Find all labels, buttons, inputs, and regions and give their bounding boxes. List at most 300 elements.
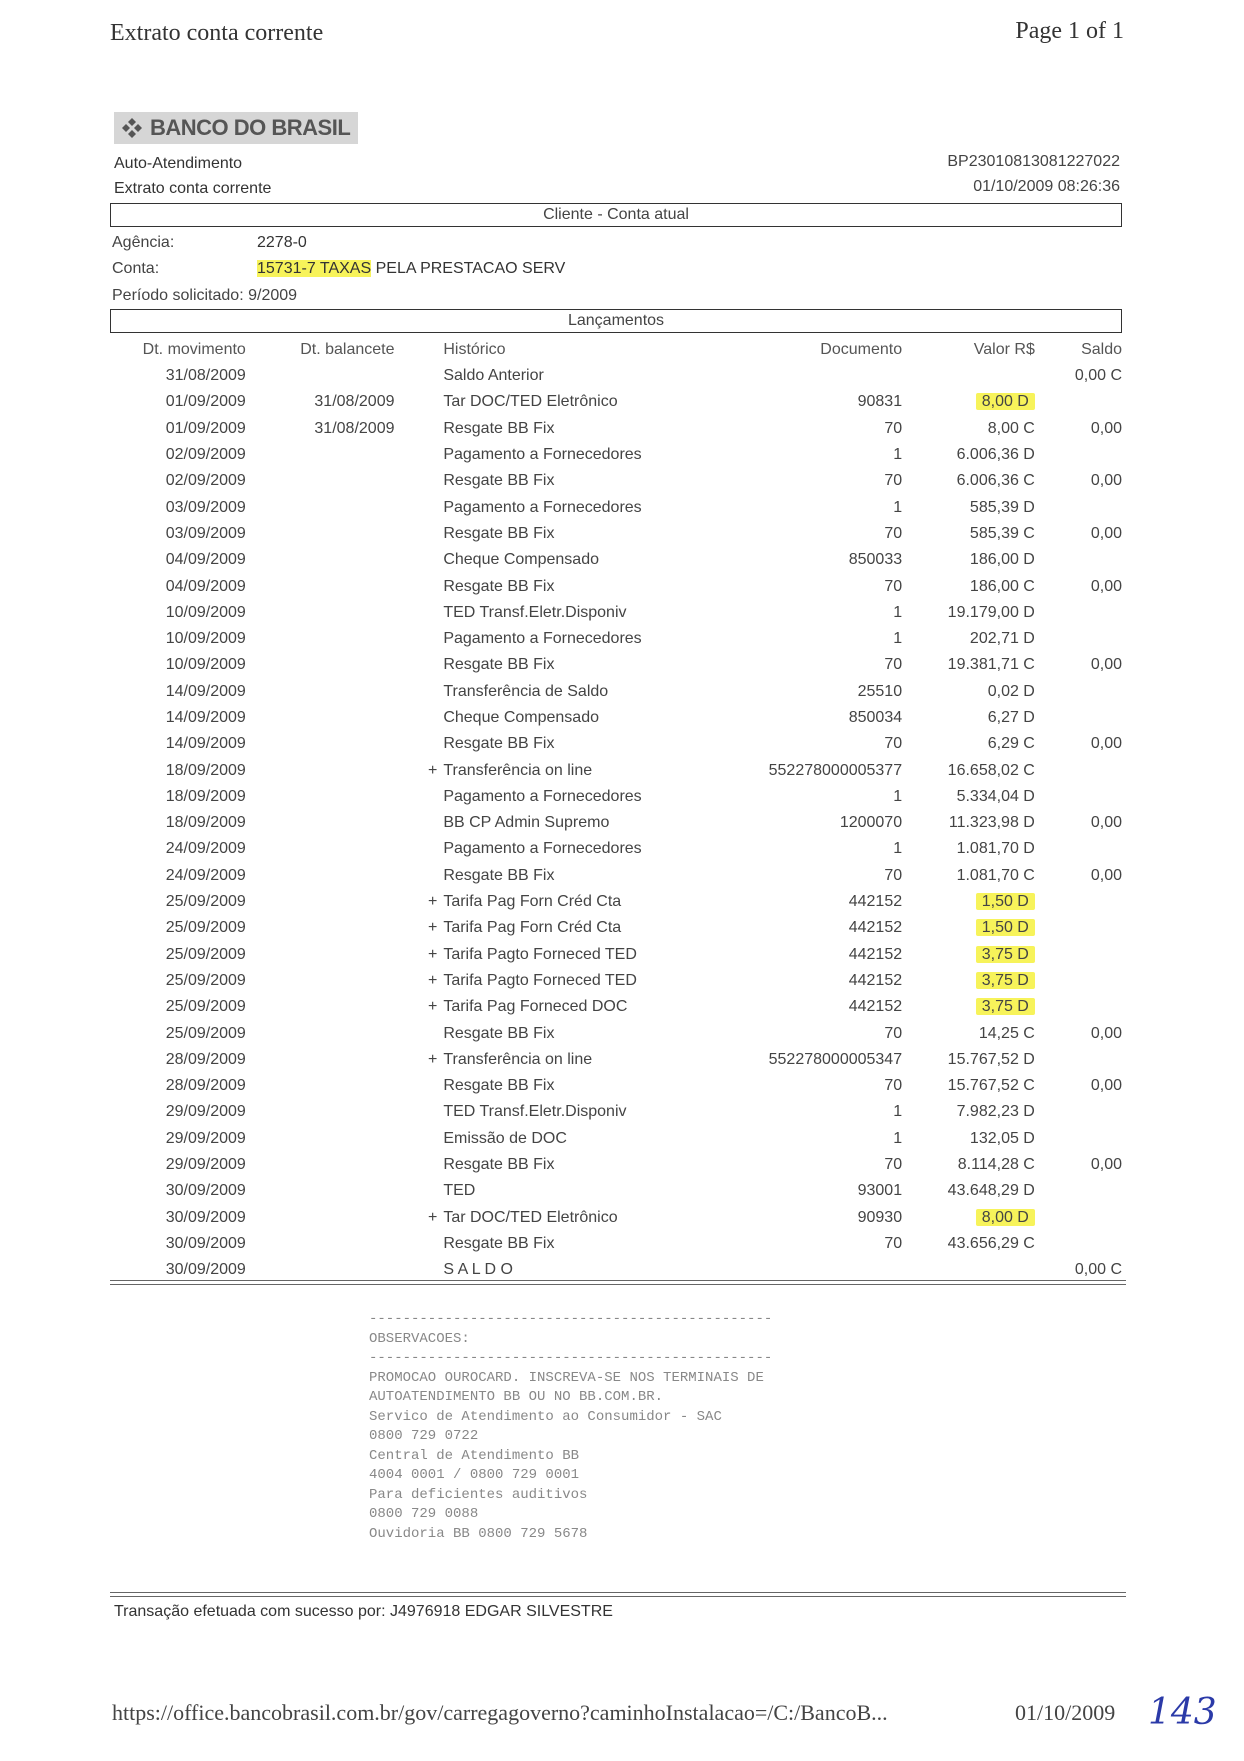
cell-historico: Resgate BB Fix <box>443 472 555 490</box>
cell-dt-balancete <box>246 889 395 915</box>
obs-separator-top: ------------------------------------------------ <box>369 1311 773 1327</box>
ledger-row <box>112 731 1122 757</box>
cell-valor: 6,27 D <box>987 709 1035 726</box>
cell-documento: 90831 <box>857 393 903 411</box>
cell-documento: 1 <box>893 603 903 621</box>
obs-line: 4004 0001 / 0800 729 0001 <box>369 1467 580 1483</box>
highlighted-value: 3,75 D <box>976 972 1035 989</box>
ledger-row <box>112 363 1122 389</box>
cell-documento: 90930 <box>857 1208 903 1226</box>
cell-documento <box>698 363 902 389</box>
cell-historico: Tarifa Pagto Forneced TED <box>443 971 637 989</box>
obs-line: 0800 729 0088 <box>369 1506 479 1522</box>
cell-historico: Resgate BB Fix <box>443 735 555 753</box>
cell-historico: Pagamento a Fornecedores <box>443 840 642 858</box>
cell-dt-balancete <box>246 521 395 547</box>
cell-dt-movimento: 25/09/2009 <box>165 893 246 911</box>
highlighted-value: 3,75 D <box>976 998 1035 1015</box>
ledger-row <box>112 942 1122 968</box>
cell-dt-movimento: 01/09/2009 <box>165 419 246 437</box>
cell-valor: 11.323,98 D <box>948 814 1035 832</box>
cell-dt-movimento: 14/09/2009 <box>165 735 246 753</box>
highlighted-value: 3,75 D <box>976 946 1035 963</box>
cell-valor: 8,00 C <box>987 419 1035 437</box>
cell-historico: Cheque Compensado <box>443 709 599 726</box>
cell-mark: + <box>427 945 438 963</box>
cell-historico: Resgate BB Fix <box>443 866 555 884</box>
cell-mark <box>394 1073 443 1099</box>
cell-historico: Resgate BB Fix <box>443 577 555 595</box>
cell-mark: + <box>427 1208 438 1226</box>
cell-dt-balancete <box>246 1047 395 1073</box>
cell-saldo <box>1035 442 1122 468</box>
cell-mark <box>394 652 443 678</box>
cell-saldo <box>1035 679 1122 705</box>
ledger-row <box>112 994 1122 1020</box>
cell-mark <box>394 1126 443 1152</box>
cell-saldo <box>1035 1099 1122 1125</box>
cell-historico: TED <box>443 1182 476 1200</box>
cell-historico: Pagamento a Fornecedores <box>443 630 642 648</box>
cell-historico: Resgate BB Fix <box>443 1156 555 1174</box>
ledger-table <box>112 337 1122 1283</box>
obs-line: Servico de Atendimento ao Consumidor - SAC <box>369 1408 722 1425</box>
cell-dt-balancete <box>246 1231 395 1257</box>
cell-dt-balancete <box>246 363 395 389</box>
col-documento: Documento <box>820 341 903 358</box>
cell-documento: 70 <box>884 866 903 884</box>
cell-dt-movimento: 14/09/2009 <box>165 709 246 726</box>
cell-saldo: 0,00 <box>1090 735 1122 753</box>
cell-dt-movimento: 30/09/2009 <box>165 1261 246 1279</box>
cell-mark <box>394 836 443 862</box>
cell-mark: + <box>427 893 438 911</box>
cell-documento: 1 <box>893 1129 903 1147</box>
cell-dt-balancete <box>246 1073 395 1099</box>
cell-documento: 70 <box>884 735 903 753</box>
ledger-row <box>112 521 1122 547</box>
cell-dt-movimento: 28/09/2009 <box>165 1050 246 1068</box>
cell-dt-movimento: 29/09/2009 <box>165 1103 246 1121</box>
observacoes-block <box>369 1310 772 1544</box>
cell-valor: 15.767,52 C <box>947 1077 1035 1095</box>
cell-mark: + <box>427 919 438 937</box>
cell-valor: 15.767,52 D <box>947 1050 1035 1068</box>
cell-dt-balancete <box>246 915 395 941</box>
ledger-row <box>112 547 1122 573</box>
cell-saldo: 0,00 <box>1090 472 1122 490</box>
page-title: Extrato conta corrente <box>110 20 324 46</box>
cell-mark: + <box>427 761 438 779</box>
highlighted-value: 1,50 D <box>976 893 1035 910</box>
cell-dt-movimento: 18/09/2009 <box>165 787 246 805</box>
ledger-row <box>112 1152 1122 1178</box>
cell-dt-movimento: 18/09/2009 <box>165 761 246 779</box>
cell-historico: BB CP Admin Supremo <box>443 814 610 832</box>
cell-documento: 25510 <box>857 682 903 700</box>
cell-valor: 14,25 C <box>978 1024 1035 1042</box>
cell-dt-balancete: 31/08/2009 <box>314 419 395 437</box>
service-name: Auto-Atendimento <box>114 155 243 172</box>
ledger-section-title: Lançamentos <box>110 309 1122 333</box>
cell-documento: 1 <box>893 1103 903 1121</box>
cell-dt-movimento: 28/09/2009 <box>165 1077 246 1095</box>
ledger-row <box>112 1047 1122 1073</box>
cell-documento: 70 <box>884 419 903 437</box>
cell-valor: 0,02 D <box>987 682 1035 700</box>
cell-saldo: 0,00 <box>1090 814 1122 832</box>
cell-documento: 442152 <box>848 893 903 911</box>
cell-historico: Resgate BB Fix <box>443 656 555 674</box>
cell-valor: 1.081,70 C <box>956 866 1035 884</box>
cell-historico: Transferência on line <box>443 1050 593 1068</box>
cell-historico: Tarifa Pag Forneced DOC <box>443 998 628 1016</box>
cell-valor: 5.334,04 D <box>956 787 1035 805</box>
ledger-row <box>112 416 1122 442</box>
cell-valor: 43.656,29 C <box>947 1234 1035 1252</box>
cell-documento: 850034 <box>848 709 903 726</box>
cell-saldo <box>1035 626 1122 652</box>
cell-dt-movimento: 31/08/2009 <box>165 367 246 385</box>
cell-mark <box>394 679 443 705</box>
cell-saldo <box>1035 1047 1122 1073</box>
ledger-row <box>112 705 1122 731</box>
cell-mark <box>394 416 443 442</box>
cell-saldo: 0,00 <box>1090 524 1122 542</box>
cell-valor: 19.381,71 C <box>947 656 1035 674</box>
cell-mark <box>394 363 443 389</box>
ledger-row <box>112 1178 1122 1204</box>
cell-documento: 552278000005347 <box>768 1050 903 1068</box>
cell-historico: Emissão de DOC <box>443 1129 567 1147</box>
cell-documento: 93001 <box>857 1182 903 1200</box>
cell-saldo <box>1035 889 1122 915</box>
bank-name: BANCO DO BRASIL <box>150 115 351 140</box>
cell-mark <box>394 1178 443 1204</box>
cell-dt-movimento: 25/09/2009 <box>165 945 246 963</box>
ledger-row <box>112 836 1122 862</box>
cell-saldo <box>1035 1126 1122 1152</box>
cell-valor: 16.658,02 C <box>947 761 1035 779</box>
footer-rule <box>110 1592 1126 1593</box>
cell-dt-movimento: 29/09/2009 <box>165 1129 246 1147</box>
cell-documento: 70 <box>884 656 903 674</box>
ledger-row <box>112 968 1122 994</box>
cell-dt-movimento: 30/09/2009 <box>165 1234 246 1252</box>
cell-documento: 850033 <box>848 551 903 569</box>
cell-saldo <box>1035 600 1122 626</box>
cell-historico: Pagamento a Fornecedores <box>443 446 642 464</box>
cell-historico: Tarifa Pag Forn Créd Cta <box>443 893 622 911</box>
obs-line: 0800 729 0722 <box>369 1428 479 1444</box>
cell-mark: + <box>427 971 438 989</box>
cell-saldo: 0,00 <box>1090 1156 1122 1174</box>
cell-mark <box>394 468 443 494</box>
conta-label: Conta: <box>112 260 160 277</box>
cell-dt-movimento: 29/09/2009 <box>165 1156 246 1174</box>
cell-valor: 585,39 D <box>969 498 1035 516</box>
cell-valor <box>902 389 1035 415</box>
col-mark <box>394 337 443 363</box>
cell-documento: 1 <box>893 446 903 464</box>
cell-dt-balancete <box>246 705 395 731</box>
ledger-row <box>112 494 1122 520</box>
cell-historico: Resgate BB Fix <box>443 1024 555 1042</box>
cell-mark <box>394 1099 443 1125</box>
cell-dt-balancete <box>246 468 395 494</box>
cell-dt-movimento: 25/09/2009 <box>165 971 246 989</box>
cell-mark <box>394 1152 443 1178</box>
cell-valor: 7.982,23 D <box>956 1103 1035 1121</box>
obs-line: AUTOATENDIMENTO BB OU NO BB.COM.BR. <box>369 1389 664 1405</box>
cell-mark <box>394 573 443 599</box>
cell-dt-movimento: 30/09/2009 <box>165 1182 246 1200</box>
cell-saldo <box>1035 494 1122 520</box>
cell-saldo <box>1035 1205 1122 1231</box>
ledger-row <box>112 1073 1122 1099</box>
cell-valor: 6,29 C <box>987 735 1035 753</box>
cell-documento: 552278000005377 <box>768 761 903 779</box>
cell-valor: 132,05 D <box>969 1129 1035 1147</box>
cell-historico: Pagamento a Fornecedores <box>443 787 642 805</box>
cell-dt-balancete <box>246 626 395 652</box>
cell-saldo: 0,00 <box>1090 1077 1122 1095</box>
cell-valor: 6.006,36 D <box>956 446 1035 464</box>
agencia-value: 2278-0 <box>257 234 307 251</box>
cell-dt-movimento: 14/09/2009 <box>165 682 246 700</box>
cell-dt-movimento: 10/09/2009 <box>165 630 246 648</box>
cell-dt-balancete <box>246 994 395 1020</box>
ledger-row <box>112 889 1122 915</box>
conta-name: PELA PRESTACAO SERV <box>371 260 566 277</box>
cell-historico: Resgate BB Fix <box>443 1234 555 1252</box>
ledger-row <box>112 915 1122 941</box>
cell-mark <box>394 600 443 626</box>
cell-dt-balancete <box>246 836 395 862</box>
page-number: Page 1 of 1 <box>1015 18 1124 44</box>
cell-mark <box>394 1231 443 1257</box>
ledger-row <box>112 1099 1122 1125</box>
cell-dt-balancete <box>246 942 395 968</box>
cell-historico: S A L D O <box>443 1261 513 1279</box>
cell-documento: 1 <box>893 498 903 516</box>
ledger-row <box>112 626 1122 652</box>
obs-line: Ouvidoria BB 0800 729 5678 <box>369 1525 588 1542</box>
cell-dt-balancete <box>246 1099 395 1125</box>
cell-historico: Tarifa Pagto Forneced TED <box>443 945 637 963</box>
cell-valor: 19.179,00 D <box>947 603 1035 621</box>
cell-dt-balancete <box>246 784 395 810</box>
bank-logo <box>114 112 358 144</box>
ledger-row <box>112 757 1122 783</box>
cell-valor: 202,71 D <box>969 630 1035 648</box>
cell-dt-balancete <box>246 573 395 599</box>
cell-documento: 70 <box>884 577 903 595</box>
cell-mark <box>394 863 443 889</box>
cell-saldo <box>1035 968 1122 994</box>
cell-saldo <box>1035 389 1122 415</box>
cell-dt-movimento: 04/09/2009 <box>165 551 246 569</box>
cell-documento: 1200070 <box>839 814 903 832</box>
cell-valor: 6.006,36 C <box>956 472 1035 490</box>
cell-historico: Tar DOC/TED Eletrônico <box>443 1208 618 1226</box>
cell-dt-balancete <box>246 757 395 783</box>
periodo-value: 9/2009 <box>248 287 298 304</box>
cell-valor: 8.114,28 C <box>957 1156 1035 1174</box>
cell-valor <box>902 968 1035 994</box>
cell-historico: Tarifa Pag Forn Créd Cta <box>443 919 622 937</box>
ledger-row <box>112 810 1122 836</box>
cell-saldo <box>1035 942 1122 968</box>
highlighted-value: 8,00 D <box>976 393 1035 410</box>
ledger-row <box>112 1205 1122 1231</box>
cell-valor <box>902 1205 1035 1231</box>
obs-line: PROMOCAO OUROCARD. INSCREVA-SE NOS TERMINAIS DE <box>369 1369 764 1386</box>
cell-dt-movimento: 04/09/2009 <box>165 577 246 595</box>
cell-mark <box>394 547 443 573</box>
cell-dt-movimento: 25/09/2009 <box>165 919 246 937</box>
cell-dt-balancete <box>246 652 395 678</box>
cell-mark <box>394 1020 443 1046</box>
ledger-row <box>112 468 1122 494</box>
col-dt-movimento: Dt. movimento <box>142 341 246 358</box>
cell-historico: TED Transf.Eletr.Disponiv <box>443 1103 627 1121</box>
cell-dt-movimento: 25/09/2009 <box>165 998 246 1016</box>
cell-saldo <box>1035 757 1122 783</box>
document-type: Extrato conta corrente <box>114 180 272 197</box>
cell-historico: Cheque Compensado <box>443 551 599 569</box>
cell-historico: Resgate BB Fix <box>443 524 555 542</box>
cell-valor: 186,00 D <box>969 551 1035 569</box>
cell-mark: + <box>427 998 438 1016</box>
cell-documento: 442152 <box>848 945 903 963</box>
timestamp: 01/10/2009 08:26:36 <box>973 178 1120 195</box>
cell-valor: 585,39 C <box>969 524 1035 542</box>
cell-historico: Pagamento a Fornecedores <box>443 498 642 516</box>
cell-valor <box>902 363 1035 389</box>
cell-dt-balancete <box>246 679 395 705</box>
cell-dt-balancete <box>246 1205 395 1231</box>
cell-saldo <box>1035 705 1122 731</box>
cell-saldo: 0,00 <box>1090 577 1122 595</box>
cell-saldo <box>1035 784 1122 810</box>
cell-documento: 442152 <box>848 971 903 989</box>
ledger-row <box>112 784 1122 810</box>
cell-mark <box>394 810 443 836</box>
obs-line: Para deficientes auditivos <box>369 1486 588 1503</box>
banco-do-brasil-logo-icon <box>120 116 144 140</box>
cell-dt-balancete <box>246 1126 395 1152</box>
ledger-row <box>112 1020 1122 1046</box>
cell-valor <box>902 942 1035 968</box>
cell-valor <box>902 994 1035 1020</box>
cell-dt-balancete <box>246 1178 395 1204</box>
cell-dt-balancete <box>246 600 395 626</box>
obs-line: Central de Atendimento BB <box>369 1447 580 1464</box>
cell-documento: 70 <box>884 472 903 490</box>
footer-rule-2 <box>110 1596 1126 1597</box>
obs-lines <box>369 1369 772 1545</box>
cell-historico: Saldo Anterior <box>443 367 544 385</box>
cell-saldo: 0,00 C <box>1074 1261 1122 1279</box>
highlighted-value: 8,00 D <box>976 1209 1035 1226</box>
cell-mark <box>394 494 443 520</box>
col-dt-balancete: Dt. balancete <box>300 341 395 358</box>
cell-dt-movimento: 10/09/2009 <box>165 656 246 674</box>
cell-documento: 1 <box>893 840 903 858</box>
ledger-header-row <box>112 337 1122 363</box>
cell-saldo: 0,00 <box>1090 656 1122 674</box>
cell-dt-movimento: 02/09/2009 <box>165 472 246 490</box>
cell-dt-movimento: 10/09/2009 <box>165 603 246 621</box>
cell-dt-movimento: 03/09/2009 <box>165 498 246 516</box>
ledger-row <box>112 679 1122 705</box>
cell-dt-movimento: 03/09/2009 <box>165 524 246 542</box>
cell-dt-balancete <box>246 494 395 520</box>
conta-number-highlight: 15731-7 TAXAS <box>257 260 372 277</box>
cell-saldo: 0,00 <box>1090 866 1122 884</box>
col-saldo: Saldo <box>1081 341 1122 358</box>
cell-historico: Tar DOC/TED Eletrônico <box>443 393 618 411</box>
periodo-label: Período solicitado: 9/2009 <box>112 287 298 304</box>
cell-documento: 1 <box>893 630 903 648</box>
cell-historico: Transferência de Saldo <box>443 682 609 700</box>
cell-mark <box>394 626 443 652</box>
col-valor: Valor R$ <box>973 341 1035 358</box>
cell-dt-movimento: 01/09/2009 <box>165 393 246 411</box>
transaction-confirmation: Transação efetuada com sucesso por: J4976918 EDGAR SILVESTRE <box>114 1603 613 1620</box>
cell-dt-balancete <box>246 1020 395 1046</box>
cell-saldo <box>1035 915 1122 941</box>
cell-mark <box>394 705 443 731</box>
cell-saldo: 0,00 <box>1090 419 1122 437</box>
cell-saldo <box>1035 547 1122 573</box>
cell-dt-balancete <box>246 863 395 889</box>
ledger-row <box>112 573 1122 599</box>
cell-documento: 70 <box>884 1024 903 1042</box>
cell-dt-movimento: 02/09/2009 <box>165 446 246 464</box>
cell-saldo <box>1035 994 1122 1020</box>
cell-documento: 1 <box>893 787 903 805</box>
cell-mark <box>394 389 443 415</box>
cell-dt-balancete <box>246 968 395 994</box>
cell-valor: 186,00 C <box>969 577 1035 595</box>
cell-historico: Transferência on line <box>443 761 593 779</box>
cell-dt-movimento: 30/09/2009 <box>165 1208 246 1226</box>
handwritten-page-number: 143 <box>1148 1692 1217 1733</box>
cell-valor: 43.648,29 D <box>947 1182 1035 1200</box>
cell-saldo <box>1035 1231 1122 1257</box>
cell-dt-movimento: 24/09/2009 <box>165 840 246 858</box>
print-date: 01/10/2009 <box>1015 1700 1116 1725</box>
cell-dt-movimento: 18/09/2009 <box>165 814 246 832</box>
ledger-row <box>112 442 1122 468</box>
cell-mark <box>394 784 443 810</box>
cell-historico: Resgate BB Fix <box>443 419 555 437</box>
cell-mark <box>394 442 443 468</box>
cell-saldo: 0,00 <box>1090 1024 1122 1042</box>
cell-dt-balancete <box>246 731 395 757</box>
agencia-label: Agência: <box>112 234 175 251</box>
ledger-bottom-rule <box>110 1280 1126 1281</box>
cell-dt-balancete <box>246 547 395 573</box>
transaction-code: BP23010813081227022 <box>947 153 1120 170</box>
cell-documento: 70 <box>884 1156 903 1174</box>
ledger-bottom-rule-2 <box>110 1284 1126 1285</box>
obs-separator-bottom: ------------------------------------------------ <box>369 1350 773 1366</box>
print-url: https://office.bancobrasil.com.br/gov/carregagoverno?caminhoInstalacao=/C:/BancoB... <box>112 1700 888 1725</box>
cell-historico: Resgate BB Fix <box>443 1077 555 1095</box>
